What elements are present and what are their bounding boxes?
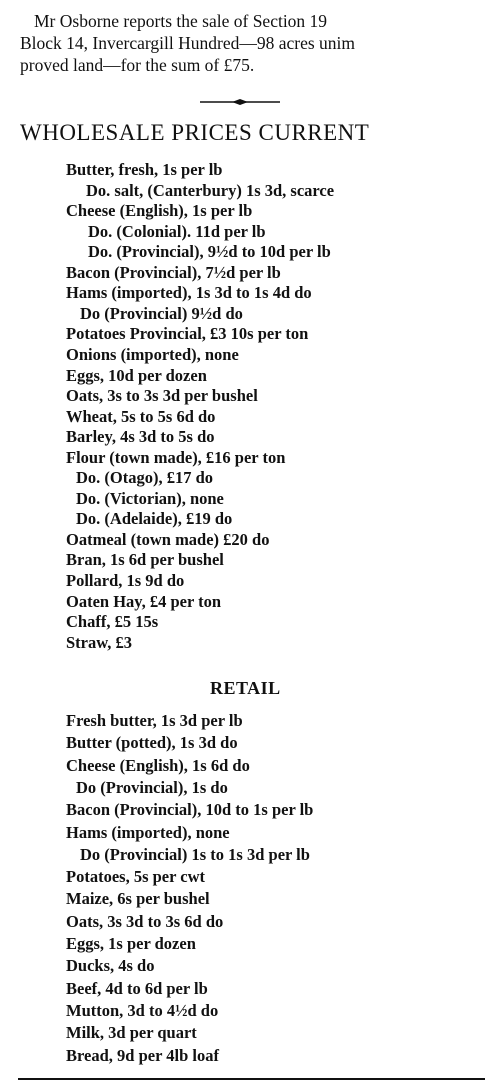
price-line: Chaff, £5 15s (66, 612, 159, 632)
price-line: Maize, 6s per bushel (66, 889, 210, 909)
price-line: Do (Provincial), 1s do (76, 777, 228, 797)
price-line: Mutton, 3d to 4½d do (66, 1000, 219, 1020)
price-line: Butter (potted), 1s 3d do (66, 733, 238, 753)
price-line: Ducks, 4s do (66, 956, 155, 976)
price-line: Do (Provincial) 1s to 1s 3d per lb (80, 844, 310, 864)
price-line: Fresh butter, 1s 3d per lb (66, 711, 243, 730)
price-line: Bacon (Provincial), 7½d per lb (66, 262, 281, 282)
price-line: Hams (imported), 1s 3d to 1s 4d do (66, 283, 312, 303)
price-line: Straw, £3 (66, 632, 132, 652)
price-line: Do. (Colonial). 11d per lb (88, 221, 266, 241)
price-line: Oatmeal (town made) £20 do (66, 529, 270, 549)
price-line: Oats, 3s to 3s 3d per bushel (66, 386, 258, 406)
price-line: Bacon (Provincial), 10d to 1s per lb (66, 800, 314, 820)
price-line: Cheese (English), 1s per lb (66, 201, 253, 221)
price-line: Bread, 9d per 4lb loaf (66, 1045, 219, 1065)
sale-notice-line: Mr Osborne reports the sale of Section 19 (34, 11, 328, 31)
sale-notice-line: proved land—for the sum of £75. (20, 55, 255, 75)
price-line: Do. (Otago), £17 do (76, 468, 214, 488)
price-line: Eggs, 10d per dozen (66, 365, 207, 385)
price-line: Butter, fresh, 1s per lb (66, 160, 223, 179)
price-line: Barley, 4s 3d to 5s do (66, 427, 215, 447)
price-line: Do. (Provincial), 9½d to 10d per lb (88, 242, 331, 262)
price-line: Flour (town made), £16 per ton (66, 447, 286, 467)
wholesale-prices-heading: WHOLESALE PRICES CURRENT (20, 120, 370, 145)
price-line: Cheese (English), 1s 6d do (66, 755, 250, 775)
price-line: Do. salt, (Canterbury) 1s 3d, scarce (86, 180, 335, 200)
price-line: Do. (Victorian), none (76, 488, 224, 508)
sale-notice-paragraph (20, 10, 485, 76)
price-line: Hams (imported), none (66, 822, 230, 842)
price-line: Beef, 4d to 6d per lb (66, 978, 208, 998)
price-line: Eggs, 1s per dozen (66, 934, 196, 953)
price-line: Pollard, 1s 9d do (66, 571, 185, 590)
price-line: Potatoes Provincial, £3 10s per ton (66, 324, 309, 344)
price-line: Milk, 3d per quart (66, 1023, 197, 1043)
price-line: Wheat, 5s to 5s 6d do (66, 406, 216, 426)
price-line: Potatoes, 5s per cwt (66, 867, 205, 887)
bottom-rule (18, 1078, 485, 1080)
price-line: Onions (imported), none (66, 344, 239, 364)
price-line: Do. (Adelaide), £19 do (76, 509, 233, 529)
ornamental-divider-icon (200, 99, 280, 105)
price-line: Oaten Hay, £4 per ton (66, 591, 222, 611)
price-line: Bran, 1s 6d per bushel (66, 550, 224, 570)
retail-prices-heading: RETAIL (210, 678, 281, 698)
sale-notice-line: Block 14, Invercargill Hundred—98 acres unim (20, 33, 356, 53)
price-line: Oats, 3s 3d to 3s 6d do (66, 911, 224, 931)
price-line: Do (Provincial) 9½d do (80, 303, 243, 323)
